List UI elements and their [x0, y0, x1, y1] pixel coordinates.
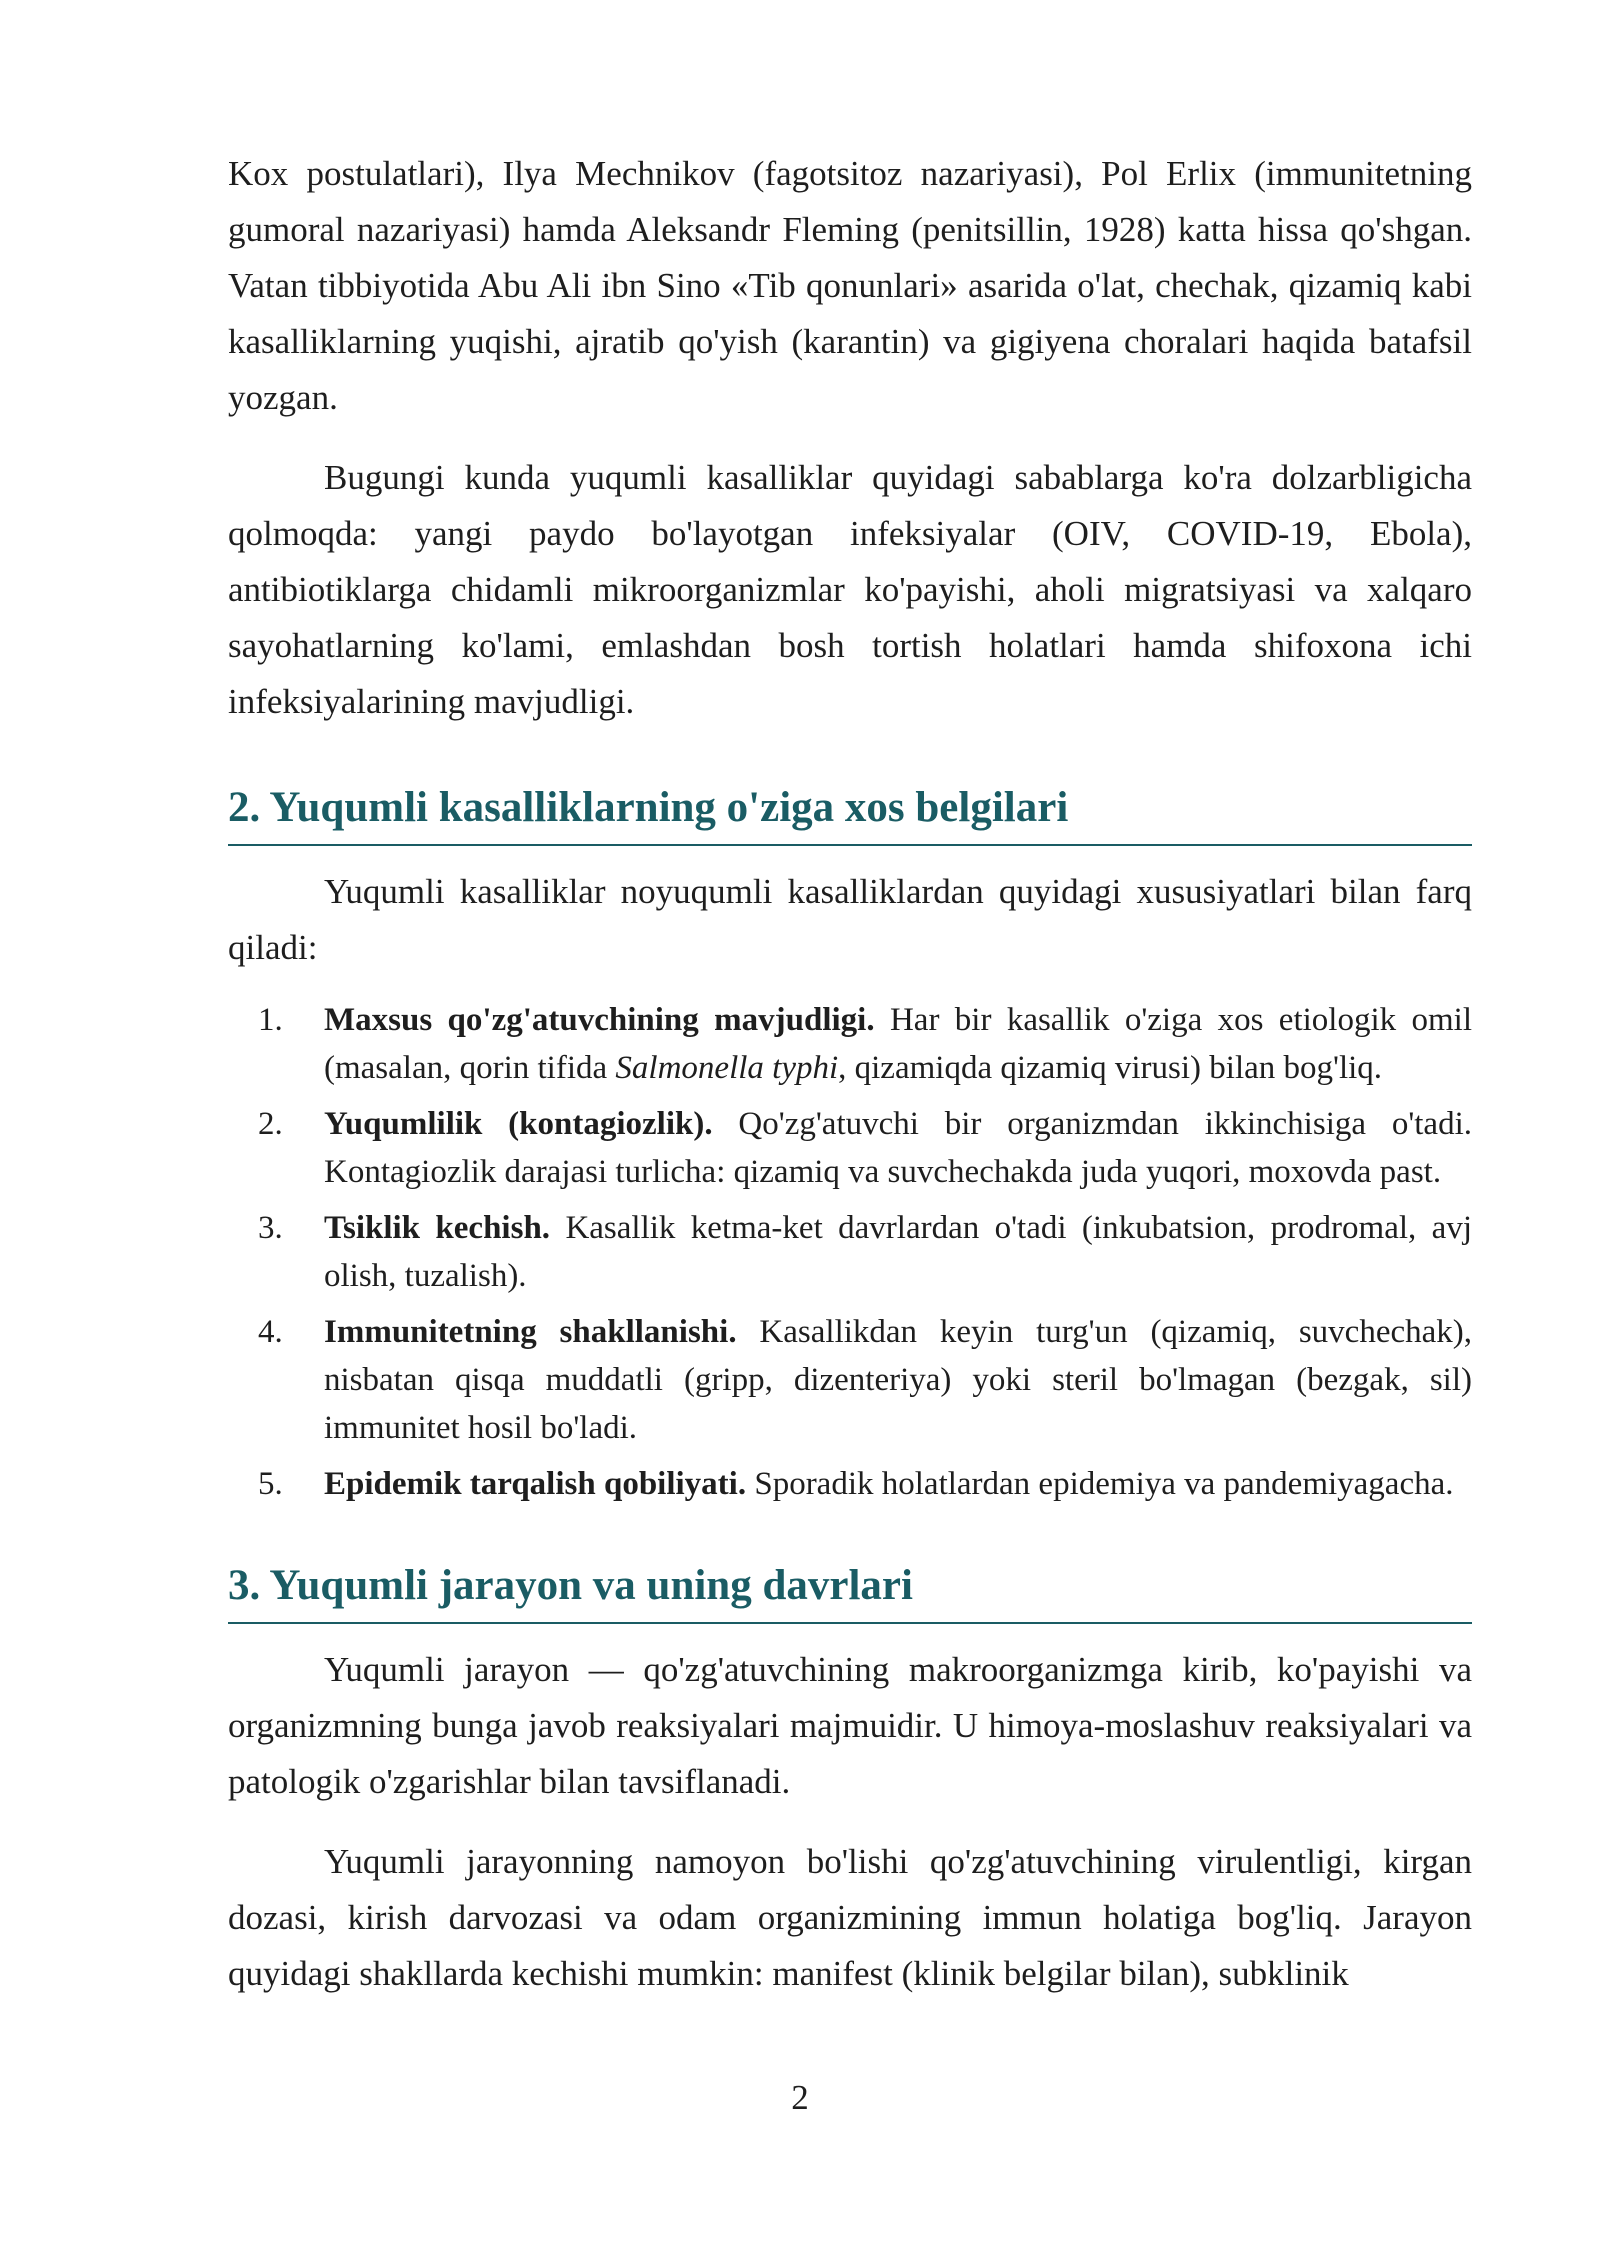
section-heading-3: 3. Yuqumli jarayon va uning davrlari	[228, 1558, 1472, 1624]
list-item-text: Har bir kasallik o'ziga xos etiologik omil (masalan, qorin tifida	[324, 1002, 1473, 1086]
list-item-number: 1.	[258, 1002, 283, 1038]
section2-intro: Yuqumli kasalliklar noyuqumli kasalliklardan quyidagi xususiyatlari bilan farq qiladi:	[228, 872, 1472, 967]
list-item-number: 4.	[258, 1314, 283, 1350]
list-item	[228, 1460, 1472, 1508]
list-item-title: Epidemik tarqalish qobiliyati.	[324, 1466, 747, 1502]
list-item-italic: Salmonella typhi	[615, 1050, 839, 1086]
list-item-title: Maxsus qo'zg'atuvchining mavjudligi.	[324, 1002, 875, 1038]
list-item-title: Immunitetning shakllanishi.	[324, 1314, 737, 1350]
list-item-number: 3.	[258, 1210, 283, 1246]
list-item-text-after: , qizamiqda qizamiq virusi) bilan bog'liq.	[838, 1050, 1383, 1086]
list-item	[228, 1100, 1472, 1196]
list-item	[228, 1204, 1472, 1300]
features-list	[228, 996, 1472, 1508]
list-item-title: Yuqumlilik (kontagiozlik).	[324, 1106, 713, 1142]
list-item	[228, 1308, 1472, 1452]
paragraph-relevance: Bugungi kunda yuqumli kasalliklar quyidagi sabablarga ko'ra dolzarbligicha qolmoqda: yangi paydo bo'layotgan infeksiyalar (OIV, COVID-19, Ebola), antibiotiklarga chidamli mikroorganizmlar ko'payishi, aholi migratsiyasi va xalqaro sayohatlarning ko'lami, emlashdan bosh tortish holatlari hamda shifoxona ichi infeksiyalarining mavjudligi.	[228, 458, 1472, 721]
page-number: 2	[791, 2078, 809, 2117]
section3-paragraph-forms: Yuqumli jarayonning namoyon bo'lishi qo'zg'atuvchining virulentligi, kirgan dozasi, kirish darvozasi va odam organizmining immun holatiga bog'liq. Jarayon quyidagi shakllarda kechishi mumkin: manifest (klinik belgilar bilan), subklinik	[228, 1842, 1472, 1993]
list-item	[228, 996, 1472, 1092]
list-item-title: Tsiklik kechish.	[324, 1210, 551, 1246]
list-item-text: Kasallik ketma-ket davrlardan o'tadi (inkubatsion, prodromal, avj olish, tuzalish).	[324, 1210, 1472, 1294]
section3-paragraph-definition: Yuqumli jarayon — qo'zg'atuvchining makroorganizmga kirib, ko'payishi va organizmning bunga javob reaksiyalari majmuidir. U himoya-moslashuv reaksiyalari va patologik o'zgarishlar bilan tavsiflanadi.	[228, 1650, 1472, 1801]
section-heading-2: 2. Yuqumli kasalliklarning o'ziga xos belgilari	[228, 780, 1472, 846]
paragraph-history: Kox postulatlari), Ilya Mechnikov (fagotsitoz nazariyasi), Pol Erlix (immunitetning gumoral nazariyasi) hamda Aleksandr Fleming (penitsillin, 1928) katta hissa qo'shgan. Vatan tibbiyotida Abu Ali ibn Sino «Tib qonunlari» asarida o'lat, chechak, qizamiq kabi kasalliklarning yuqishi, ajratib qo'yish (karantin) va gigiyena choralari haqida batafsil yozgan.	[228, 154, 1472, 417]
list-item-text: Qo'zg'atuvchi bir organizmdan ikkinchisiga o'tadi. Kontagiozlik darajasi turlicha: qizamiq va suvchechakda juda yuqori, moxovda past.	[324, 1106, 1472, 1190]
list-item-text: Kasallikdan keyin turg'un (qizamiq, suvchechak), nisbatan qisqa muddatli (gripp, dizenteriya) yoki steril bo'lmagan (bezgak, sil) immunitet hosil bo'ladi.	[324, 1314, 1472, 1446]
list-item-number: 2.	[258, 1106, 283, 1142]
list-item-number: 5.	[258, 1466, 283, 1502]
document-page	[228, 146, 1472, 2002]
list-item-text: Sporadik holatlardan epidemiya va pandemiyagacha.	[746, 1466, 1454, 1502]
